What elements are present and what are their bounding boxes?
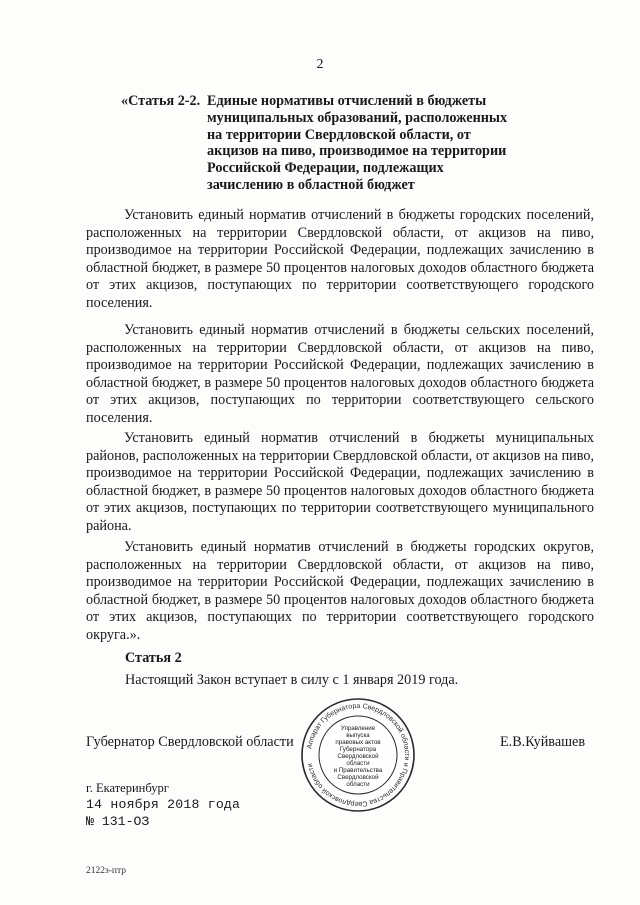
seal-ring-text: Аппарат Губернатора Свердловской области и Правительства Свердловской области bbox=[306, 702, 411, 808]
article-2-text: Настоящий Закон вступает в силу с 1 января 2019 года. bbox=[125, 672, 459, 688]
paragraph-urban-settlements: Установить единый норматив отчислений в бюджеты городских поселений, расположенных на территории Свердловской области, от акцизов на пиво, производимое на территории Российской Федерации, подлежащих зачислению в областной бюджет, в размере 50 процентов налоговых доходов областного бюджета от этих акцизов, поступающих по территории соответствующего городского поселения. bbox=[86, 207, 594, 311]
article-heading-line: на территории Свердловской области, от bbox=[207, 126, 471, 143]
article-heading-line: акцизов на пиво, производимое на территории bbox=[207, 143, 507, 160]
page-number: 2 bbox=[316, 57, 324, 72]
law-number: № 131-ОЗ bbox=[86, 814, 150, 829]
signer-name: Е.В.Куйвашев bbox=[500, 734, 586, 750]
signing-date: 14 ноября 2018 года bbox=[86, 797, 241, 812]
article-2-title: Статья 2 bbox=[125, 650, 182, 666]
article-heading-line: зачислению в областной бюджет bbox=[207, 177, 415, 193]
signing-city: г. Екатеринбург bbox=[86, 781, 169, 795]
paragraph-municipal-districts: Установить единый норматив отчислений в бюджеты муниципальных районов, расположенных на территории Свердловской области, от акцизов на пиво, производимое на территории Российской Федерации, подлежащих зачислению в областной бюджет, в размере 50 процентов налоговых доходов областного бюджета от этих акцизов, поступающих по территории соответствующего муниципального района. bbox=[86, 430, 594, 534]
article-heading-prefix: «Статья 2-2. bbox=[121, 93, 201, 109]
paragraph-rural-settlements: Установить единый норматив отчислений в бюджеты сельских поселений, расположенных на территории Свердловской области, от акцизов на пиво, производимое на территории Российской Федерации, подлежащих зачислению в областной бюджет, в размере 50 процентов налоговых доходов областного бюджета от этих акцизов, поступающих по территории соответствующего сельского поселения. bbox=[86, 322, 594, 426]
article-heading-line: муниципальных образований, расположенных bbox=[207, 109, 508, 126]
article-heading-line: Единые нормативы отчислений в бюджеты bbox=[207, 93, 487, 109]
seal-inner-text: Управление выпуска правовых актов Губернатора Свердловской области и Правительства Свердловской области bbox=[333, 725, 383, 788]
paragraph-urban-districts: Установить единый норматив отчислений в бюджеты городских округов, расположенных на территории Свердловской области, от акцизов на пиво, производимое на территории Российской Федерации, подлежащих зачислению в областной бюджет, в размере 50 процентов налоговых доходов областного бюджета от этих акцизов, поступающих по территории соответствующего городского округа.». bbox=[86, 539, 594, 643]
document-code: 2122з-птр bbox=[86, 866, 127, 876]
article-heading-line: Российской Федерации, подлежащих bbox=[207, 160, 444, 177]
governor-title: Губернатор Свердловской области bbox=[86, 734, 294, 750]
